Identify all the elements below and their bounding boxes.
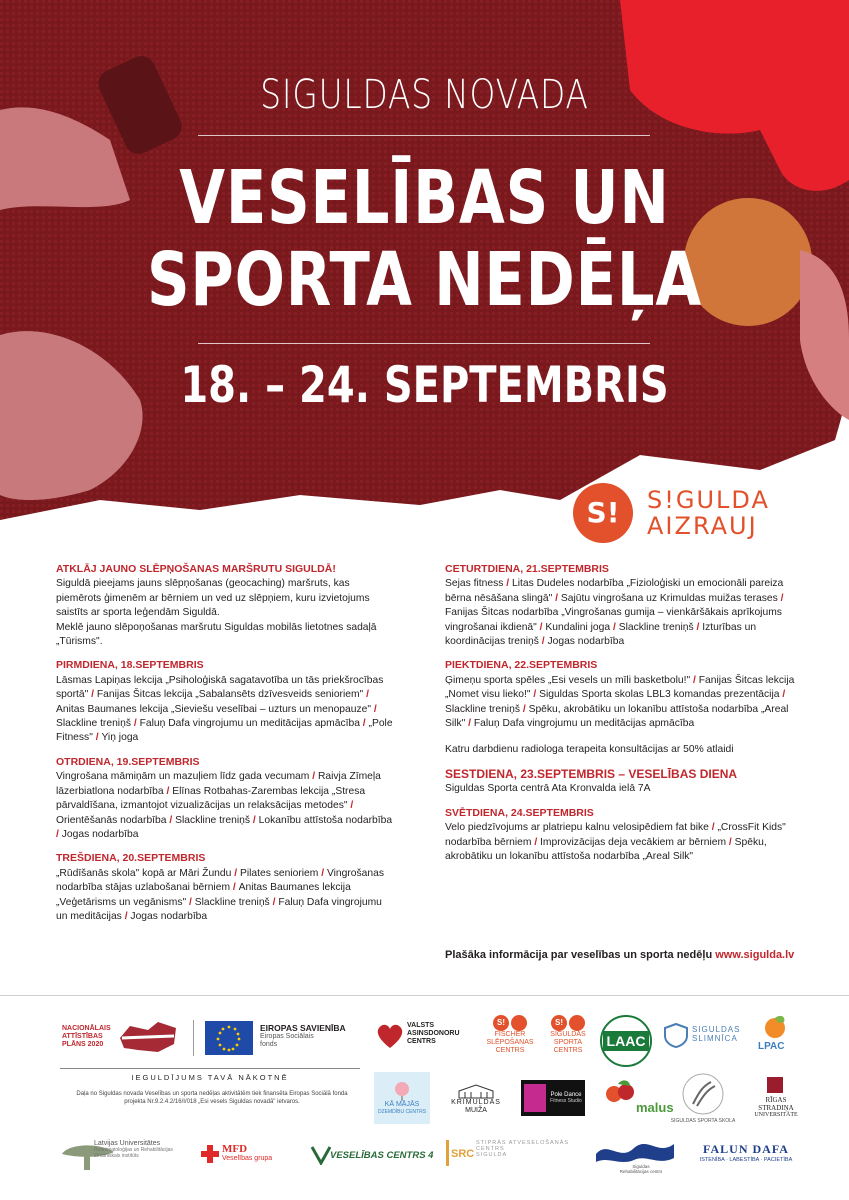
fischer-line3: CENTRS [495, 1047, 525, 1054]
separator: / [531, 836, 541, 848]
activity-item: Elīnas Rotbahas-Zarembas lekcija „Stresa pārvaldīšana, izmantojot vizualizācijas un relaksācijas metodes" [56, 785, 366, 812]
invest-title: IEGULDĪJUMS TAVĀ NĀKOTNĒ [131, 1073, 289, 1082]
kamajas-logo [374, 1072, 430, 1124]
activity-item: Jogas nodarbība [547, 636, 625, 648]
invest-description: Daļa no Siguldas novada Veselības un sporta nedēļas aktivitātēm tiek finansēta Eiropas Sociālā fonda projekta Nr.9.2.4.2/16/I/018 „Esi vesels Siguldas novadā" ietvaros. [76, 1091, 348, 1105]
footer-divider [0, 995, 849, 996]
separator: / [166, 814, 176, 826]
hero-banner [0, 0, 849, 540]
fischer-line1: FISCHER [494, 1031, 526, 1038]
src-line1: STIPRĀS ATVESELOŠANĀS [476, 1140, 570, 1146]
activity-item: Yiņ joga [101, 732, 139, 744]
rsu-crest-icon [766, 1076, 784, 1094]
activity-item: Ģimeņu sporta spēles „Esi vesels un mīli basketbolu!" [445, 674, 691, 686]
day-title: PIEKTDIENA, 22.SEPTEMBRIS [445, 659, 598, 672]
activity-item: Lokanību attīstoša nodarbība [258, 814, 393, 826]
activity-item: Fanijas Šitcas lekcija „Nomet visu lieko!" [445, 674, 795, 701]
vac-line3: CENTRS [407, 1038, 436, 1045]
day-title: PIRMDIENA, 18.SEPTEMBRIS [56, 659, 204, 672]
sigulda-mark-icon: S! [551, 1015, 567, 1031]
separator: / [536, 621, 546, 633]
separator: / [503, 578, 512, 590]
slimnica-line1: SIGULDAS [692, 1025, 741, 1034]
more-info-text: Plašāka informācija par veselības un sporta nedēļu [445, 949, 716, 961]
separator: / [359, 718, 369, 730]
vc4-icon [310, 1145, 332, 1165]
wave-line2: Rehabilitācijas centrs [619, 1169, 663, 1174]
separator: / [230, 882, 239, 894]
day-title: SESTDIENA, 23.SEPTEMBRIS – VESELĪBAS DIENA [445, 766, 738, 781]
activity-item: Vingrošanas nodarbība stājas uzlabošanai bērniem [56, 867, 385, 894]
src-bar [446, 1140, 449, 1166]
sigulda-mark-icon: S! [493, 1015, 509, 1031]
lpac-text: LPAC [758, 1041, 785, 1052]
kamajas-line1: KĀ MĀJĀS [384, 1101, 420, 1108]
separator: / [88, 689, 97, 701]
sport-school-icon [681, 1072, 725, 1116]
hero-text [0, 0, 849, 540]
day-activities [445, 782, 795, 796]
wave-line1: Siguldas [632, 1164, 650, 1169]
src-line2: CENTRS [476, 1146, 505, 1152]
separator: / [708, 822, 718, 834]
falun-line2: ISTENĪBA · LABESTĪBA · PACIETĪBA [699, 1157, 793, 1163]
separator: / [163, 785, 173, 797]
rule-top [198, 135, 650, 136]
separator: / [269, 896, 279, 908]
ssc-line2: SPORTA [553, 1039, 583, 1046]
separator: / [777, 592, 784, 604]
manor-icon [457, 1083, 495, 1099]
kamajas-line2: DZEMDĪBU CENTRS [377, 1109, 427, 1115]
heart-icon [375, 1022, 405, 1050]
krimuldas-line2: MUIŽA [465, 1107, 487, 1114]
section-title: ATKLĀJ JAUNO SLĒPŅOŠANAS MARŠRUTU SIGULDĀ! [56, 563, 336, 575]
balloon-icon [392, 1081, 412, 1101]
section-sunday [445, 806, 795, 865]
logo-line2: AIZRAUJ [647, 512, 758, 540]
section-text: Meklē jauno slēpoņošanas maršrutu Siguldas mobilās lietotnes sadaļā „Tūrisms". [56, 621, 377, 648]
separator: / [519, 703, 529, 715]
section-thursday [445, 562, 795, 649]
separator: / [363, 689, 369, 701]
lu-line2: Reanimatoloģijas un Rehabilitācijas [94, 1147, 173, 1153]
separator: / [693, 621, 703, 633]
day-activities [445, 577, 795, 649]
separator: / [465, 718, 474, 730]
medical-cross-icon [200, 1144, 220, 1164]
day-activities [445, 674, 795, 732]
eu-text [260, 1023, 346, 1049]
separator: / [92, 732, 102, 744]
fischer-line2: SLĒPOŠANAS [486, 1039, 534, 1046]
program-left-column [56, 562, 396, 933]
activity-item: Raivja Zīmeļa lāzerbiatlona nodarbība [56, 771, 381, 797]
day-activities [56, 867, 396, 925]
slimnica-line2: SLIMNĪCA [692, 1034, 738, 1043]
pole-line1: Pole Dance [550, 1092, 582, 1098]
sport-school-text: SIGULDAS SPORTA SKOLA [670, 1118, 736, 1124]
section-tuesday [56, 755, 396, 842]
rsu-line3: UNIVERSITĀTE [754, 1112, 798, 1118]
laac-text: LAAC [603, 1031, 650, 1051]
malus-text: malus [636, 1100, 674, 1115]
event-region: SIGULDAS NOVADA [260, 72, 589, 118]
eu-title: EIROPAS SAVIENĪBA [260, 1023, 346, 1033]
src-logo [476, 1140, 569, 1158]
leaf-icon [762, 1014, 788, 1040]
mfd-logo [222, 1143, 272, 1162]
rsu-line2: STRADIŅA [758, 1104, 794, 1112]
separator: / [56, 828, 62, 840]
program-right-column [445, 562, 795, 873]
separator: / [371, 703, 377, 715]
separator: / [779, 689, 786, 701]
activity-item: „CrossFit Kids" nodarbība bērniem [445, 822, 786, 848]
activity-item: Velo piedzīvojums ar platriepu kalnu velosipēdiem fat bike [445, 822, 709, 834]
laac-logo [600, 1015, 652, 1067]
section-monday [56, 658, 396, 745]
nap-logo [62, 1020, 122, 1054]
wave-logo [616, 1164, 666, 1174]
separator: / [186, 896, 195, 908]
activity-item: Fanijas Šitcas lekcija „Sabalansēts dzīvesveids senioriem" [96, 689, 364, 701]
section-geocaching [56, 562, 396, 649]
activity-item: Slackline treniņš [175, 814, 251, 826]
activity-item: Kundalini joga [545, 621, 611, 633]
fischer-logo [483, 1015, 537, 1055]
nap-line1: NACIONĀLAIS [62, 1025, 111, 1032]
pole-dance-logo [521, 1080, 585, 1116]
separator: / [530, 689, 540, 701]
separator: / [552, 592, 561, 604]
activity-item: „Pole Fitness" [56, 718, 393, 744]
event-title-line2: SPORTA NEDĒĻA [147, 237, 702, 323]
separator: / [318, 867, 327, 879]
slimnica-logo [692, 1025, 740, 1043]
event-title-line1: VESELĪBAS UN [179, 155, 670, 241]
activity-item: Spēku, akrobātiku un lokanību attīstoša nodarbība „Areal Silk" [445, 703, 789, 730]
activity-item: Spēku, akrobātiku un lokanību attīstoša nodarbība „Areal Silk" [445, 836, 767, 862]
mfd-line1: MFD [222, 1143, 248, 1155]
activity-item: Anitas Baumanes lekcija „Veģetārisms un vegānisms" [56, 882, 351, 908]
falun-logo [694, 1142, 798, 1163]
eu-sub2: fonds [260, 1041, 278, 1048]
activity-item: Jogas nodarbība [130, 910, 208, 922]
activity-item: Orientēšanās nodarbība [56, 814, 167, 826]
activity-item: Slackline treniņš [618, 621, 694, 633]
vac-line1: VALSTS [407, 1022, 435, 1029]
day-title: CETURTDIENA, 21.SEPTEMBRIS [445, 563, 609, 575]
radiology-note: Katru darbdienu radiologa terapeita konsultācijas ar 50% atlaidi [445, 744, 734, 756]
activity-item: Izturības un koordinācijas treniņš [445, 621, 757, 648]
separator: / [690, 674, 699, 686]
nap-line2: ATTĪSTĪBAS [62, 1033, 103, 1040]
invest-rule [60, 1068, 360, 1069]
activity-item: Sajūtu vingrošana uz Krimuldas muižas terases [560, 592, 778, 604]
ssc-logo [543, 1015, 593, 1055]
rsu-line1: RĪGAS [765, 1096, 787, 1104]
activity-item: Faluņ Dafa vingrojumu un meditācijas apmācība [473, 718, 695, 730]
vac-line2: ASINSDONORU [407, 1030, 460, 1037]
activity-item: Improvizācijas deja vecākiem ar bērniem [540, 836, 727, 848]
krimuldas-logo [447, 1076, 505, 1122]
section-friday [445, 658, 795, 757]
latvia-map-icon [118, 1018, 180, 1056]
mfd-line2: Veselības grupa [222, 1155, 273, 1162]
falun-line1: FALUN DAFA [703, 1142, 789, 1156]
activity-item: Slackline treniņš [445, 703, 520, 715]
sigulda-logo [573, 483, 813, 543]
separator: / [130, 718, 140, 730]
separator: / [726, 836, 735, 848]
separator: / [121, 910, 131, 922]
logo-line1: S!GULDA [647, 486, 770, 514]
activity-item: Siguldas Sporta skolas LBL3 komandas prezentācija [539, 689, 780, 701]
vac-logo [407, 1022, 460, 1046]
activity-item: Siguldas Sporta centrā Ata Kronvalda ielā 7A [445, 783, 651, 795]
activity-item: Anitas Baumanes lekcija „Sieviešu veselībai – uzturs un menopauze" [56, 703, 372, 715]
activity-item: Fanijas Šitcas nodarbība „Vingrošanas gumija – vienkāršākais aprīkojums vingrošanai ikdienā" [445, 607, 782, 633]
day-activities [445, 821, 795, 864]
separator: / [538, 636, 548, 648]
day-title: OTRDIENA, 19.SEPTEMBRIS [56, 755, 200, 768]
separator: / [309, 771, 318, 783]
ssc-line3: CENTRS [553, 1047, 583, 1054]
vc4-text: VESELĪBAS CENTRS 4 [330, 1150, 434, 1161]
separator: / [610, 621, 619, 633]
src-mark: SRC [451, 1148, 475, 1160]
activity-item: Pilates senioriem [239, 867, 319, 879]
website-link[interactable]: www.sigulda.lv [715, 949, 795, 961]
event-dates: 18. – 24. SEPTEMBRIS [180, 356, 669, 414]
day-title: SVĒTDIENA, 24.SEPTEMBRIS [445, 806, 594, 819]
day-activities [56, 770, 396, 842]
activity-item: Litas Dudeles nodarbība „Fizioloģiski un emocionāli pareiza bērna nēsāšana slingā" [445, 578, 784, 604]
logo-separator [193, 1020, 194, 1056]
src-line3: SIGULDA [476, 1152, 508, 1158]
activity-item: Sejas fitness [445, 578, 504, 590]
section-saturday [445, 767, 795, 797]
activity-item: Jogas nodarbība [61, 828, 139, 840]
section-wednesday [56, 851, 396, 924]
pole-icon [524, 1084, 546, 1112]
fischer-icon [511, 1015, 527, 1031]
lu-line1: Latvijas Universitātes [94, 1140, 161, 1147]
section-text: Siguldā pieejams jauns slēpņošanas (geocaching) maršruts, kas piemērots ģimenēm ar bērniem un ved uz slēpņiem, kuru izvietojums saistīts ar sporta leģendām Siguldā. [56, 578, 370, 619]
ssc-line1: SIGULDAS [550, 1031, 586, 1038]
rsu-logo [750, 1096, 802, 1118]
more-info [445, 949, 794, 961]
logo-mark: S! [573, 483, 633, 543]
activity-item: Lāsmas Lapiņas lekcija „Psiholoģiskā sagatavotība un tās priekšrocības sportā" [56, 674, 384, 701]
activity-item: Slackline treniņš [56, 718, 131, 730]
shield-icon [663, 1022, 689, 1048]
rule-bottom [198, 343, 650, 344]
nap-line3: PLĀNS 2020 [62, 1041, 104, 1048]
activity-item: Faluņ Dafa vingrojumu un meditācijas [56, 896, 382, 922]
activity-item: Slackline treniņš [194, 896, 270, 908]
krimuldas-line1: KRIMULDAS [451, 1099, 501, 1106]
separator: / [231, 867, 240, 879]
day-title: TREŠDIENA, 20.SEPTEMBRIS [56, 852, 206, 865]
day-activities [56, 674, 396, 746]
eu-sub1: Eiropas Sociālais [260, 1033, 314, 1040]
wave-icon [594, 1134, 676, 1164]
lu-logo [94, 1140, 173, 1159]
separator: / [347, 800, 354, 812]
pole-line2: Fitness Studio [550, 1098, 582, 1104]
activity-item: Faluņ Dafa vingrojumu un meditācijas apmācība [139, 718, 360, 730]
eu-flag-icon [205, 1021, 253, 1055]
apple-icon [604, 1078, 638, 1108]
activity-item: „Rūdīšanās skola" kopā ar Māri Žundu [56, 867, 232, 879]
separator: / [250, 814, 259, 826]
lu-line3: Zinātniskais institūts [94, 1153, 139, 1159]
sport-icon [569, 1015, 585, 1031]
activity-item: Vingrošana māmiņām un mazuļiem līdz gada vecumam [56, 771, 310, 783]
